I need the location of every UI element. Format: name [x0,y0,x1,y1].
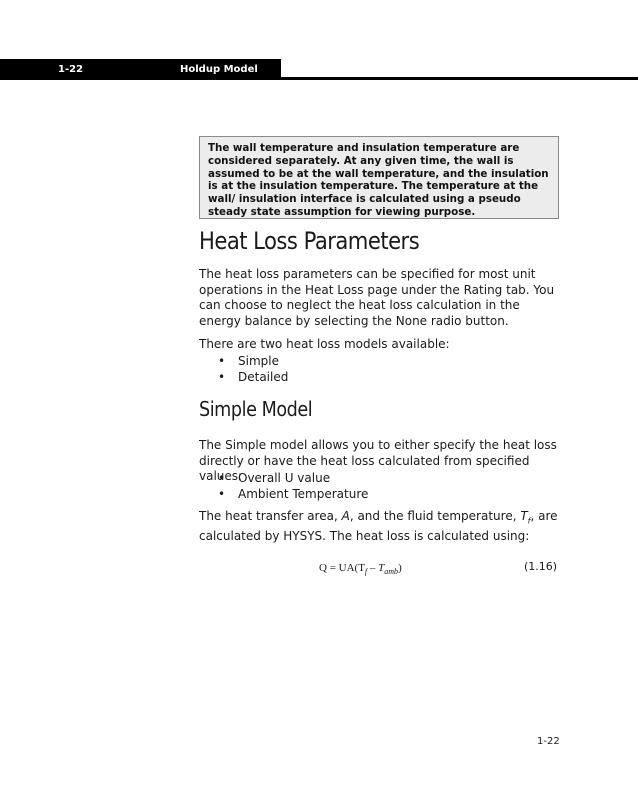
text-segment: , are calculated by HYSYS. The heat loss is calculated using: [199,509,558,543]
header-rule [0,77,638,80]
text-segment: , and the fluid temperature, [349,509,521,523]
paragraph-simple-model-intro: The Simple model allows you to either specify the heat loss directly or have the heat loss calculated from specified values: [199,438,557,484]
paragraph-heat-loss-intro: The heat loss parameters can be specified for most unit operations in the Heat Loss page under the Rating tab. You can choose to neglect the heat loss calculation in the energy balance by selecting the None radio button. [199,267,555,328]
note-text: The wall temperature and insulation temperature are considered separately. At any given time, the wall is assumed to be at the wall temperature, and the insulation is at the insulation temperature. The temperature at the wall/ insulation interface is calculated using a pseudo steady state assumption for viewing purpose. [208,142,549,218]
symbol-fluid-temperature: $T_f$ [520,509,531,526]
footer-page-number: 1-22 [537,736,560,747]
list-item: • Simple [218,354,288,370]
paragraph-heat-transfer-area [199,509,564,545]
text-segment: The heat transfer area, [199,509,342,523]
header-chapter-title: Holdup Model [180,64,258,75]
section-title-simple-model: Simple Model [199,397,313,421]
list-item: • Ambient Temperature [218,487,368,503]
paragraph-models-available: There are two heat loss models available: [199,337,450,351]
list-item: • Overall U value [218,471,368,487]
list-simple-model-values [218,471,368,502]
symbol-area: A [341,509,350,523]
header-page-number: 1-22 [58,64,84,75]
list-item: • Detailed [218,370,288,386]
note-box [199,136,559,219]
list-heat-loss-models [218,354,288,385]
section-title-heat-loss-parameters: Heat Loss Parameters [199,227,420,255]
equation-heat-loss: $Q = UA(T_f - T_{amb})$ [319,562,402,577]
equation-number: (1.16) [524,560,558,573]
